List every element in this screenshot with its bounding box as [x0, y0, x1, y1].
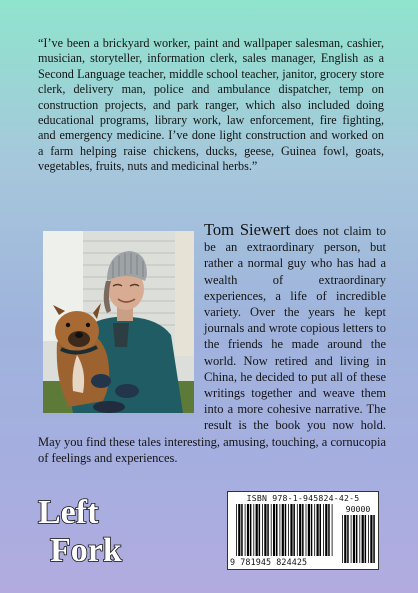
barcode-bar: [373, 515, 375, 563]
barcode-bar: [359, 515, 360, 563]
barcode-bar: [344, 515, 346, 563]
barcode-bar: [282, 504, 284, 556]
photo-text-wrap-space: [38, 222, 204, 418]
barcode-bar: [253, 504, 254, 556]
barcode-bar: [314, 504, 315, 556]
barcode-bar: [273, 504, 275, 556]
barcode-bar: [368, 515, 369, 563]
bio-text: does not claim to be an extraordinary person, but rather a normal guy who has had a wealth of extraordinary experiences, a life of incredible variety. Over the years he kept journals and wrote copious letters to the friends he made around the world. Now retired and living in China, he decided to put all of these writings together and weave them into a more cohesive narrative. The result is the book you now hold. May you find these tales interesting, amusing, touching, a cornucopia of feelings and experiences.: [38, 224, 387, 465]
barcode-bar: [247, 504, 249, 556]
barcode-bar: [271, 504, 272, 556]
barcode-bar: [264, 504, 266, 556]
author-bio: [38, 222, 386, 466]
barcode-bar: [259, 504, 261, 556]
barcode-bar: [311, 504, 313, 556]
barcode-bar: [317, 504, 319, 556]
barcode-bar: [276, 504, 278, 556]
logo-line-2: Fork: [50, 532, 122, 569]
author-name: Tom Siewert: [204, 220, 291, 239]
author-quote: “I’ve been a brickyard worker, paint and wallpaper salesman, cashier, musician, storyteller, information clerk, sales manager, English as a Second Language teacher, middle school teacher, janitor, grocery store clerk, delivery man, police and ambulance dispatcher, temp on construction projects, and park ranger, which also included doing educational programs, library work, law enforcement, fire fighting, and emergency medicine. I’ve done light construction and worked on a farm helping raise chickens, ducks, geese, Guinea fowl, goats, vegetables, fruits, nuts and medicinal herbs.”: [38, 36, 384, 174]
barcode-bar: [347, 515, 349, 563]
barcode-bar: [353, 515, 355, 563]
barcode-bar: [351, 515, 352, 563]
barcode-bar: [306, 504, 307, 556]
barcode-bar: [280, 504, 281, 556]
barcode-bar: [325, 504, 327, 556]
barcode-bar: [250, 504, 252, 556]
barcode-bar: [241, 504, 243, 556]
barcode-bar: [370, 515, 372, 563]
barcode-bar: [356, 515, 358, 563]
barcode-bar: [328, 504, 330, 556]
barcode-bar: [262, 504, 263, 556]
barcode-bar: [288, 504, 289, 556]
publisher-logo: [36, 491, 130, 569]
logo-line-1: Left: [38, 494, 99, 531]
isbn-barcode: [227, 491, 379, 570]
barcode-bar: [362, 515, 364, 563]
barcode-bar: [285, 504, 287, 556]
barcode-bar: [302, 504, 304, 556]
barcode-bar: [342, 515, 343, 563]
barcode-bar: [323, 504, 324, 556]
barcode-bar: [290, 504, 292, 556]
barcode-bar: [236, 504, 237, 556]
price-code: 90000: [345, 504, 371, 514]
barcode-bar: [267, 504, 269, 556]
barcode-bar: [299, 504, 301, 556]
barcode-bar: [238, 504, 240, 556]
barcode-bar: [245, 504, 246, 556]
barcode-bar: [365, 515, 367, 563]
ean-number: 9 781945 824425: [230, 557, 308, 567]
isbn-number: ISBN 978-1-945824-42-5: [246, 493, 360, 503]
barcode-bar: [297, 504, 298, 556]
barcode-bar: [256, 504, 258, 556]
barcode-bar: [308, 504, 310, 556]
barcode-bar: [332, 504, 333, 556]
barcode-bar: [293, 504, 295, 556]
barcode-bar: [320, 504, 322, 556]
